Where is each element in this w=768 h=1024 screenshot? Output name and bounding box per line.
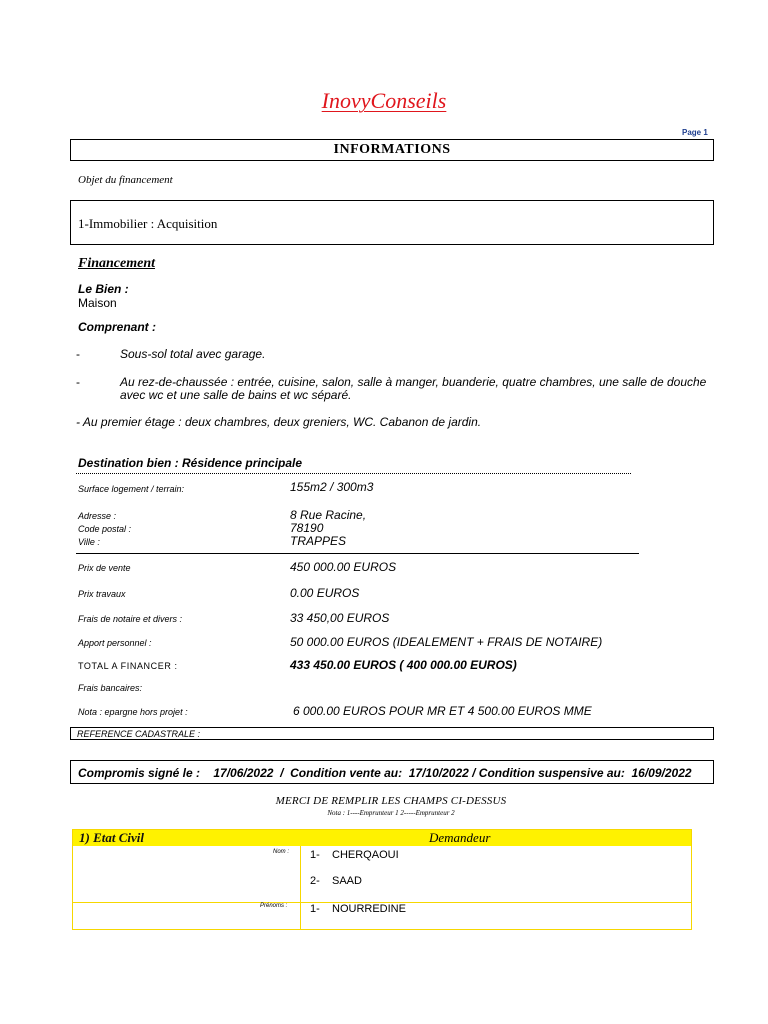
objet-value: 1-Immobilier : Acquisition	[70, 200, 714, 245]
apport-value: 50 000.00 EUROS (IDEALEMENT + FRAIS DE NOTAIRE)	[290, 635, 603, 649]
divider	[76, 473, 631, 474]
page-title: INFORMATIONS	[70, 139, 714, 161]
nota-epargne-label: Nota : epargne hors projet :	[78, 707, 188, 717]
prenoms-label: Prénoms :	[260, 903, 288, 909]
ville-label: Ville :	[78, 537, 100, 547]
prix-vente-label: Prix de vente	[78, 563, 131, 573]
objet-label: Objet du financement	[78, 174, 173, 186]
prix-vente-value: 450 000.00 EUROS	[290, 560, 397, 574]
code-postal-value: 78190	[290, 521, 324, 535]
compromis-text: Compromis signé le : 17/06/2022 / Condition vente au: 17/10/2022 / Condition suspensive au: 16/09/2022	[78, 766, 692, 780]
total-label: TOTAL A FINANCER :	[78, 661, 178, 671]
adresse-value: 8 Rue Racine,	[290, 508, 367, 522]
frais-notaire-value: 33 450,00 EUROS	[290, 611, 390, 625]
comprenant-label: Comprenant :	[78, 320, 156, 334]
surface-value: 155m2 / 300m3	[290, 480, 374, 494]
section-financement-title: Financement	[78, 256, 156, 271]
ville-value: TRAPPES	[290, 534, 347, 548]
etat-civil-table	[72, 829, 692, 930]
etat-civil-title: 1) Etat Civil	[79, 830, 144, 845]
brand-title: InovyConseils	[321, 88, 447, 113]
list-item-dash: -	[76, 375, 80, 389]
reference-cadastrale: REFERENCE CADASTRALE :	[70, 727, 714, 740]
compromis-line	[70, 760, 714, 784]
apport-label: Apport personnel :	[78, 638, 152, 648]
bien-value: Maison	[78, 296, 117, 310]
etat-civil-header	[73, 830, 691, 846]
nom-1-value[interactable]: 1- CHERQAOUI	[310, 849, 399, 861]
demandeur-header: Demandeur	[429, 830, 491, 845]
nom-2-value[interactable]: 2- SAAD	[310, 875, 362, 887]
list-item-continued: avec wc et une salle de bains et wc séparé.	[120, 388, 352, 402]
total-value: 433 450.00 EUROS ( 400 000.00 EUROS)	[290, 658, 517, 672]
list-item: Au rez-de-chaussée : entrée, cuisine, salon, salle à manger, buanderie, quatre chambres, une salle de douche	[120, 375, 707, 389]
prenom-1-value[interactable]: 1- NOURREDINE	[310, 903, 406, 915]
frais-bancaires-label: Frais bancaires:	[78, 683, 143, 693]
prix-travaux-label: Prix travaux	[78, 589, 126, 599]
nom-label: Nom :	[273, 849, 290, 855]
surface-label: Surface logement / terrain:	[78, 484, 185, 494]
etage-description: - Au premier étage : deux chambres, deux greniers, WC. Cabanon de jardin.	[76, 415, 482, 429]
nota-emprunteurs: Nota : 1----Emprunteur 1 2-----Emprunteur 2	[327, 809, 455, 817]
code-postal-label: Code postal :	[78, 524, 132, 534]
page-number: Page 1	[682, 128, 708, 137]
bien-label: Le Bien :	[78, 282, 129, 296]
divider	[76, 553, 639, 554]
merci-note: MERCI DE REMPLIR LES CHAMPS CI-DESSUS	[275, 795, 507, 807]
adresse-label: Adresse :	[78, 511, 117, 521]
prix-travaux-value: 0.00 EUROS	[290, 586, 360, 600]
list-item-dash: -	[76, 347, 80, 361]
destination-title: Destination bien : Résidence principale	[78, 456, 303, 470]
frais-notaire-label: Frais de notaire et divers :	[78, 614, 183, 624]
nota-epargne-value: 6 000.00 EUROS POUR MR ET 4 500.00 EUROS MME	[293, 704, 592, 718]
column-divider	[300, 846, 301, 930]
list-item: Sous-sol total avec garage.	[120, 347, 266, 361]
